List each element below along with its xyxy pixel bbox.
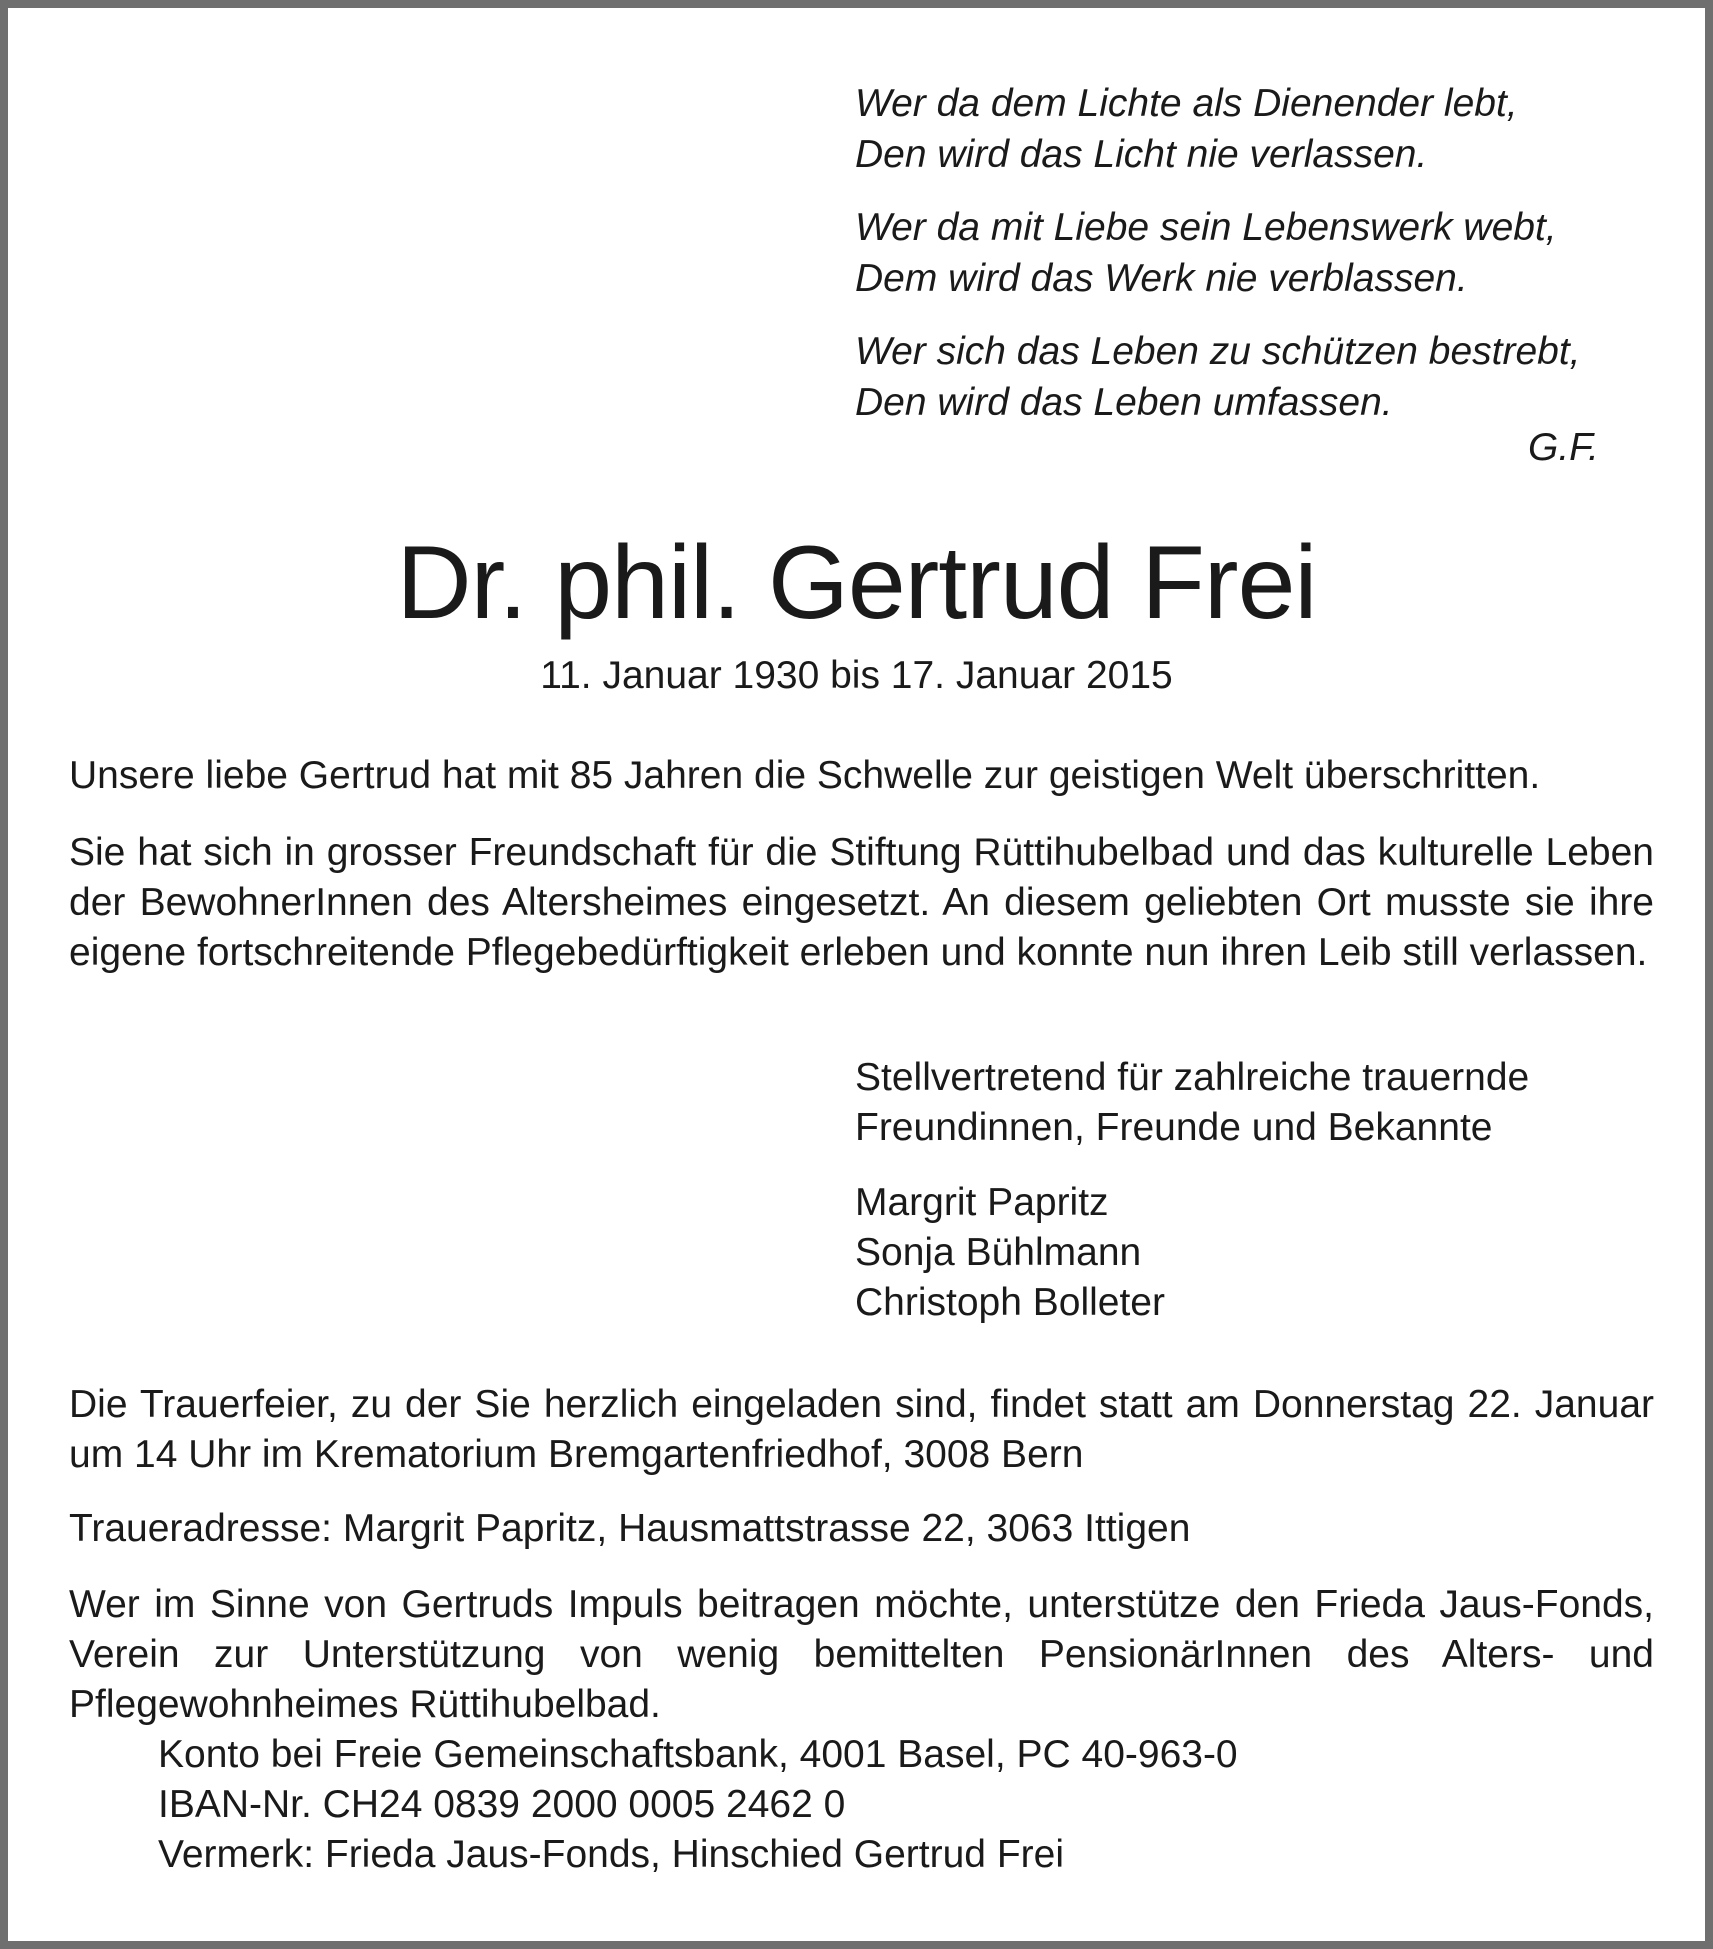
poem-line: Wer da dem Lichte als Dienender lebt, <box>855 82 1518 125</box>
mourning-address: Traueradresse: Margrit Papritz, Hausmattstrasse 22, 3063 Ittigen <box>69 1507 1191 1550</box>
poem-stanza <box>855 326 1645 428</box>
poem-stanza <box>855 202 1645 304</box>
announcement-paragraph: Unsere liebe Gertrud hat mit 85 Jahren die Schwelle zur geistigen Welt überschritten. <box>69 754 1541 797</box>
life-dates: 11. Januar 1930 bis 17. Januar 2015 <box>540 654 1173 697</box>
obituary-page <box>8 8 1705 1941</box>
deceased-name: Dr. phil. Gertrud Frei <box>396 525 1317 641</box>
poem-line: Den wird das Licht nie verlassen. <box>855 133 1428 176</box>
poem-line: Den wird das Leben umfassen. <box>855 381 1393 424</box>
service-paragraph: Die Trauerfeier, zu der Sie herzlich eingeladen sind, findet statt am Donnerstag 22. Januar um 14 Uhr im Krematorium Bremgartenfriedhof, 3008 Bern <box>69 1383 1654 1476</box>
bank-account-line: Konto bei Freie Gemeinschaftsbank, 4001 Basel, PC 40-963-0 <box>158 1733 1238 1776</box>
tribute-paragraph: Sie hat sich in grosser Freundschaft für die Stiftung Rüttihubelbad und das kulturelle Leben der BewohnerInnen des Altersheimes eingesetzt. An diesem geliebten Ort musste sie ihre eigene fortschreitende Pflegebedürftigkeit erleben und konnte nun ihren Leib still verlassen. <box>69 831 1654 974</box>
poem-line: Dem wird das Werk nie verblassen. <box>855 257 1468 300</box>
mourners-intro <box>855 1053 1645 1153</box>
mourners-names <box>855 1178 1645 1328</box>
poem-stanza <box>855 78 1645 180</box>
mourners-intro-line: Stellvertretend für zahlreiche trauernde <box>855 1056 1530 1099</box>
poem <box>855 78 1645 450</box>
bank-reference-line: Vermerk: Frieda Jaus-Fonds, Hinschied Gertrud Frei <box>158 1833 1064 1876</box>
mourner-name: Margrit Papritz <box>855 1181 1109 1224</box>
bank-iban-line: IBAN-Nr. CH24 0839 2000 0005 2462 0 <box>158 1783 846 1826</box>
mourner-name: Sonja Bühlmann <box>855 1231 1142 1274</box>
poem-line: Wer da mit Liebe sein Lebenswerk webt, <box>855 206 1557 249</box>
mourners-intro-line: Freundinnen, Freunde und Bekannte <box>855 1106 1493 1149</box>
poem-signature: G.F. <box>1528 426 1599 469</box>
poem-line: Wer sich das Leben zu schützen bestrebt, <box>855 330 1581 373</box>
mourner-name: Christoph Bolleter <box>855 1281 1165 1324</box>
donation-paragraph: Wer im Sinne von Gertruds Impuls beitragen möchte, unterstütze den Frieda Jaus-Fonds, Verein zur Unterstützung von wenig bemittelten PensionärInnen des Alters- und Pflegewohnheimes Rüttihubelbad. <box>69 1583 1654 1726</box>
bank-details <box>158 1730 1638 1880</box>
